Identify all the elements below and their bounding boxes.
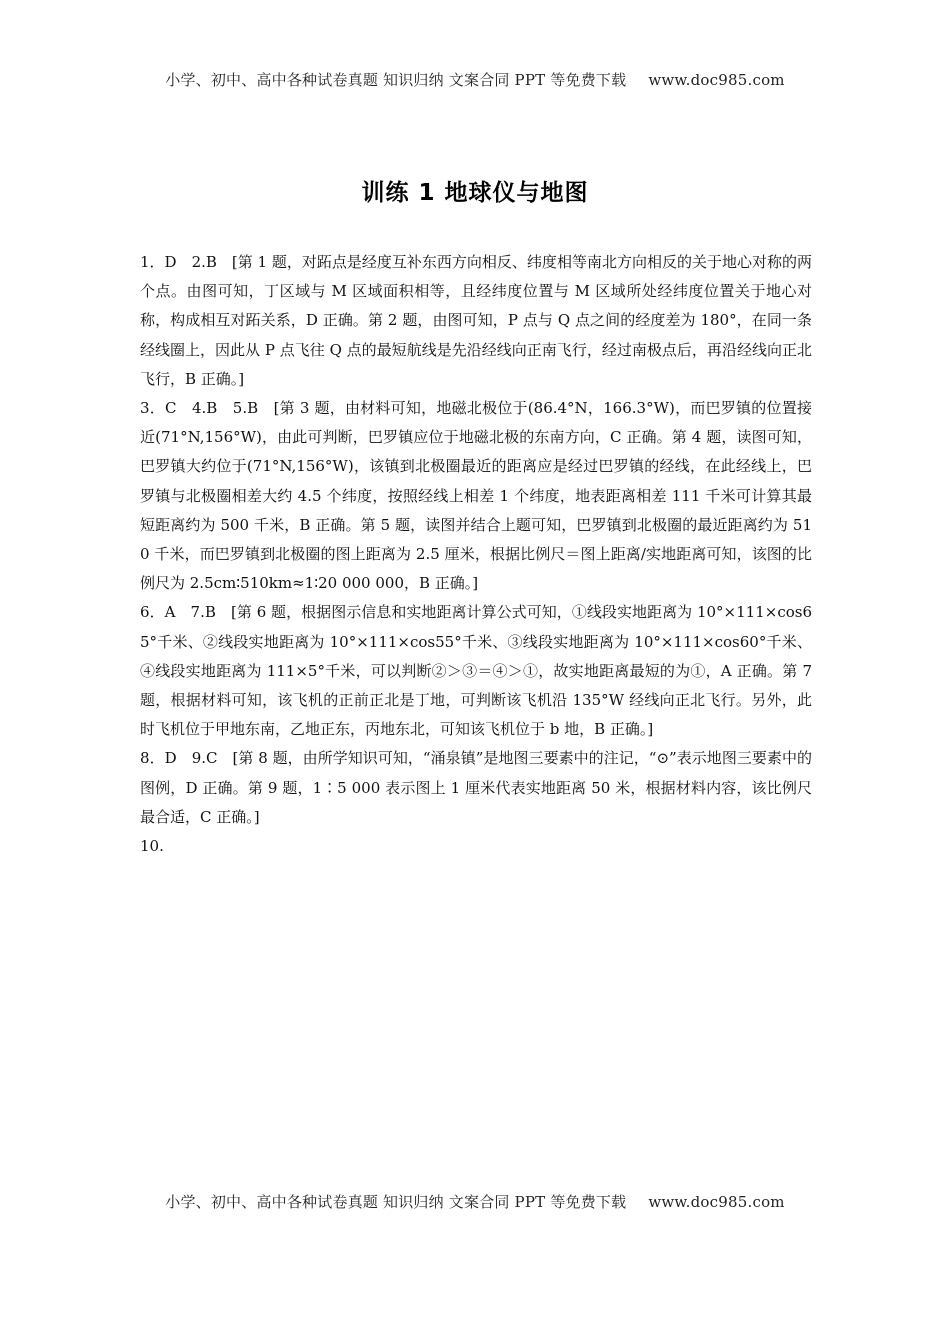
header-url-link[interactable]: www.doc985.com — [648, 71, 785, 89]
answer-block-8-9: 8．D 9.C [第 8 题，由所学知识可知，“涌泉镇”是地图三要素中的注记，“⊙”表示地图三要素中的图例，D 正确。第 9 题，1∶5 000 表示图上 1 厘米代表实地距离 50 米，根据材料内容，该比例尺最合适，C 正确。] — [140, 749, 812, 826]
page-header — [0, 69, 950, 90]
answer-block-1-2: 1．D 2.B [第 1 题，对跖点是经度互补东西方向相反、纬度相等南北方向相反的关于地心对称的两个点。由图可知，丁区域与 M 区域面积相等，且经纬度位置与 M 区域所处经纬度位置关于地心对称，构成相互对跖关系，D 正确。第 2 题，由图可知，P 点与 Q 点之间的经度差为 180°，在同一条经线圈上，因此从 P 点飞往 Q 点的最短航线是先沿经线向正南飞行，经过南极点后，再沿经线向正北飞行，B 正确。] — [140, 253, 812, 388]
answer-body — [140, 248, 812, 861]
answer-block-3-5: 3．C 4.B 5.B [第 3 题，由材料可知，地磁北极位于(86.4°N，166.3°W)，而巴罗镇的位置接近(71°N,156°W)，由此可判断，巴罗镇应位于地磁北极的东南方向，C 正确。第 4 题，读图可知，巴罗镇大约位于(71°N,156°W)，该镇到北极圈最近的距离应是经过巴罗镇的经线，在此经线上，巴罗镇与北极圈相差大约 4.5 个纬度，按照经线上相差 1 个纬度，地表距离相差 111 千米可计算其最短距离约为 500 千米，B 正确。第 5 题，读图并结合上题可知，巴罗镇到北极圈的最近距离约为 510 千米，而巴罗镇到北极圈的图上距离为 2.5 厘米，根据比例尺＝图上距离/实地距离可知，该图的比例尺为 2.5cm∶510km≈1∶20 000 000，B 正确。] — [140, 399, 812, 593]
footer-url-link[interactable]: www.doc985.com — [648, 1193, 785, 1211]
header-text: 小学、初中、高中各种试卷真题 知识归纳 文案合同 PPT 等免费下载 — [165, 71, 627, 89]
page-footer — [0, 1191, 950, 1212]
footer-text: 小学、初中、高中各种试卷真题 知识归纳 文案合同 PPT 等免费下载 — [165, 1193, 627, 1211]
answer-block-10: 10. — [140, 837, 164, 856]
page-title: 训练 1 地球仪与地图 — [361, 180, 589, 206]
answer-block-6-7: 6．A 7.B [第 6 题，根据图示信息和实地距离计算公式可知，①线段实地距离为 10°×111×cos65°千米、②线段实地距离为 10°×111×cos55°千米、③线段实地距离为 10°×111×cos60°千米、④线段实地距离为 111×5°千米，可以判断②＞③＝④＞①，故实地距离最短的为①，A 正确。第 7 题，根据材料可知，该飞机的正前正北是丁地，可判断该飞机沿 135°W 经线向正北飞行。另外，此时飞机位于甲地东南，乙地正东，丙地东北，可知该飞机位于 b 地，B 正确。] — [140, 603, 812, 739]
